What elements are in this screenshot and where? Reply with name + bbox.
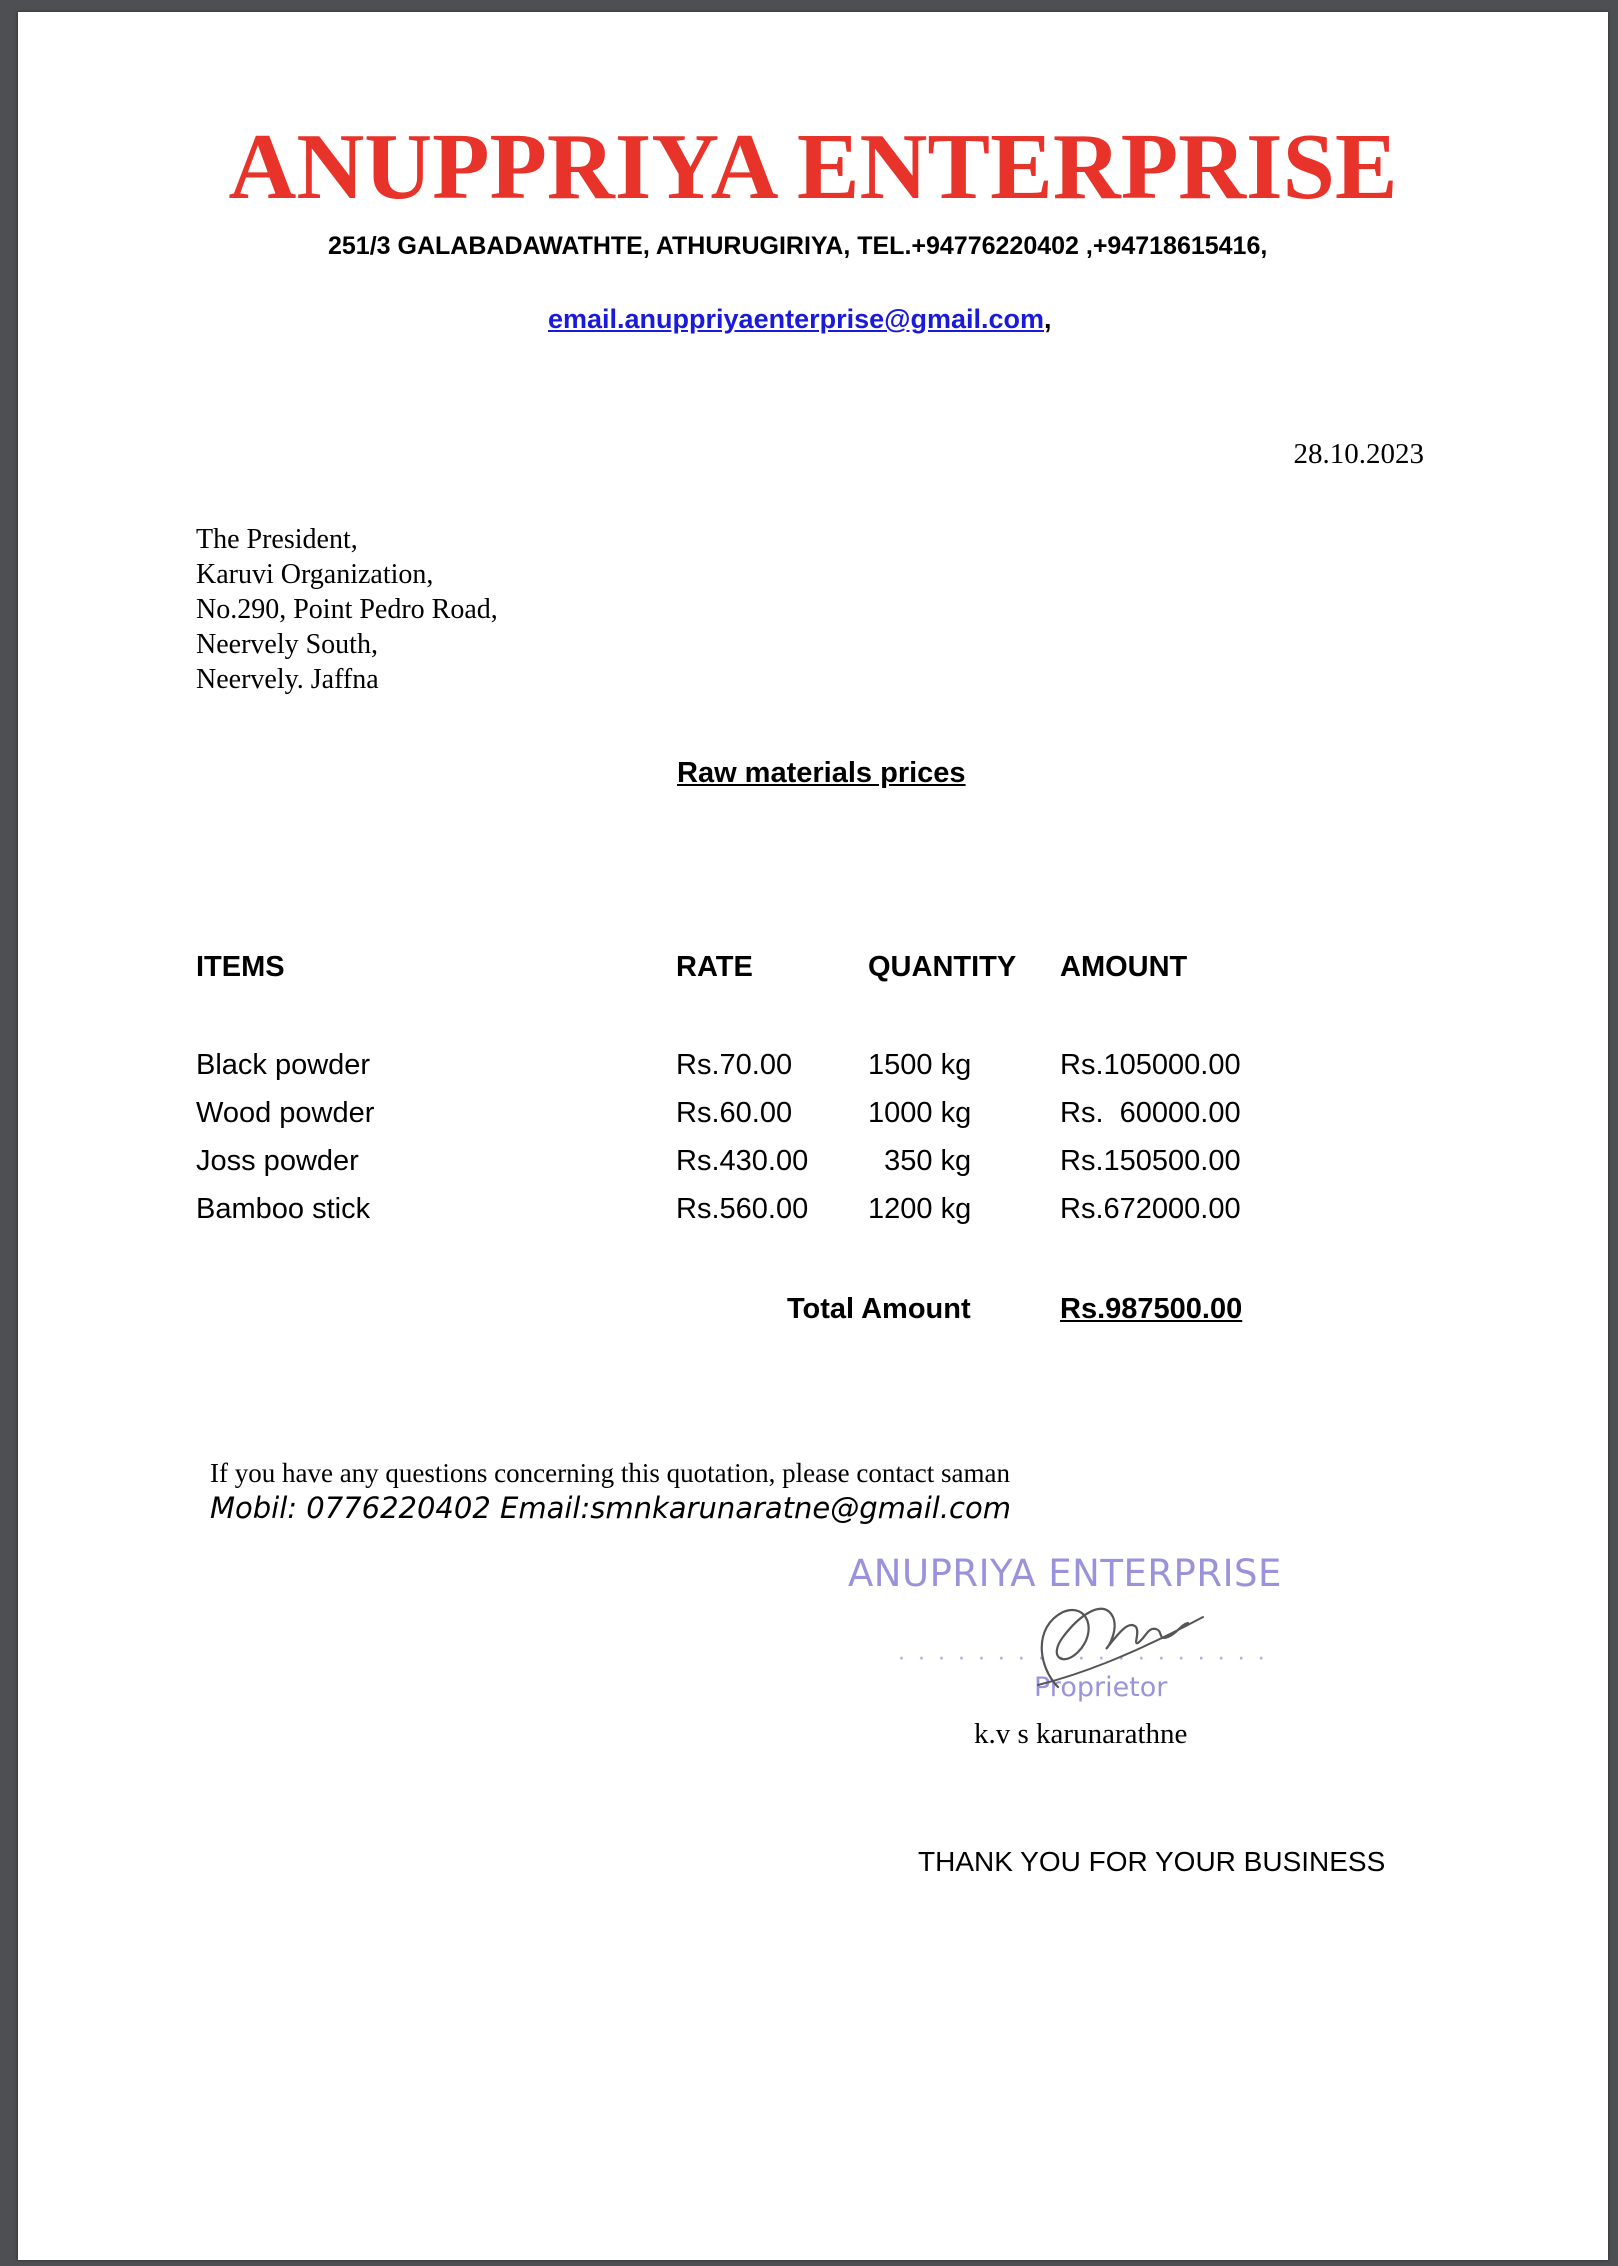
company-email-link[interactable]: email.anuppriyaenterprise@gmail.com	[548, 304, 1044, 334]
recipient-line: Neervely South,	[196, 629, 378, 660]
table-cell-amount: Rs.105000.00	[1060, 1049, 1241, 1081]
table-cell-quantity: 350 kg	[868, 1145, 972, 1177]
table-cell-quantity: 1500 kg	[868, 1049, 972, 1081]
recipient-address	[196, 522, 498, 697]
closing-message: THANK YOU FOR YOUR BUSINESS	[918, 1846, 1386, 1877]
signer-name: k.v s karunarathne	[974, 1718, 1188, 1750]
stamp-role: Proprietor	[1034, 1672, 1168, 1703]
email-suffix: ,	[1044, 304, 1052, 334]
total-amount-value: Rs.987500.00	[1060, 1293, 1243, 1325]
contact-note: If you have any questions concerning this quotation, please contact saman	[210, 1458, 1011, 1488]
column-header-rate: RATE	[676, 951, 753, 983]
company-stamp	[838, 1532, 1358, 1722]
company-name: ANUPPRIYA ENTERPRISE	[228, 115, 1398, 219]
table-cell-amount: Rs.672000.00	[1060, 1193, 1241, 1225]
document-date: 28.10.2023	[1293, 438, 1424, 470]
stamp-dotted-line: · · · · · · · · · · · · · · · · · · ·	[898, 1647, 1268, 1672]
document-title: Raw materials prices	[677, 757, 966, 789]
table-cell-item: Joss powder	[196, 1145, 359, 1177]
recipient-line: No.290, Point Pedro Road,	[196, 594, 498, 625]
recipient-line: Neervely. Jaffna	[196, 664, 379, 695]
column-header-amount: AMOUNT	[1060, 951, 1188, 983]
company-address: 251/3 GALABADAWATHTE, ATHURUGIRIYA, TEL.+94776220402 ,+94718615416,	[328, 232, 1268, 260]
table-cell-quantity: 1000 kg	[868, 1097, 972, 1129]
table-cell-rate: Rs.430.00	[676, 1145, 809, 1177]
recipient-line: The President,	[196, 524, 358, 555]
table-cell-amount: Rs. 60000.00	[1060, 1097, 1241, 1129]
table-cell-item: Black powder	[196, 1049, 371, 1081]
recipient-line: Karuvi Organization,	[196, 559, 434, 590]
table-cell-rate: Rs.60.00	[676, 1097, 793, 1129]
table-cell-quantity: 1200 kg	[868, 1193, 972, 1225]
table-cell-amount: Rs.150500.00	[1060, 1145, 1241, 1177]
table-cell-item: Bamboo stick	[196, 1193, 371, 1225]
column-header-items: ITEMS	[196, 951, 285, 983]
contact-details: Mobil: 0776220402 Email:smnkarunaratne@gmail.com	[210, 1491, 1011, 1525]
table-cell-rate: Rs.70.00	[676, 1049, 793, 1081]
company-email-line	[548, 304, 1052, 335]
signature-icon	[1018, 1557, 1218, 1707]
column-header-quantity: QUANTITY	[868, 951, 1017, 983]
stamp-company-name: ANUPRIYA ENTERPRISE	[848, 1552, 1282, 1595]
table-cell-item: Wood powder	[196, 1097, 375, 1129]
table-cell-rate: Rs.560.00	[676, 1193, 809, 1225]
total-amount-label: Total Amount	[787, 1293, 971, 1325]
document-page	[18, 12, 1608, 2260]
